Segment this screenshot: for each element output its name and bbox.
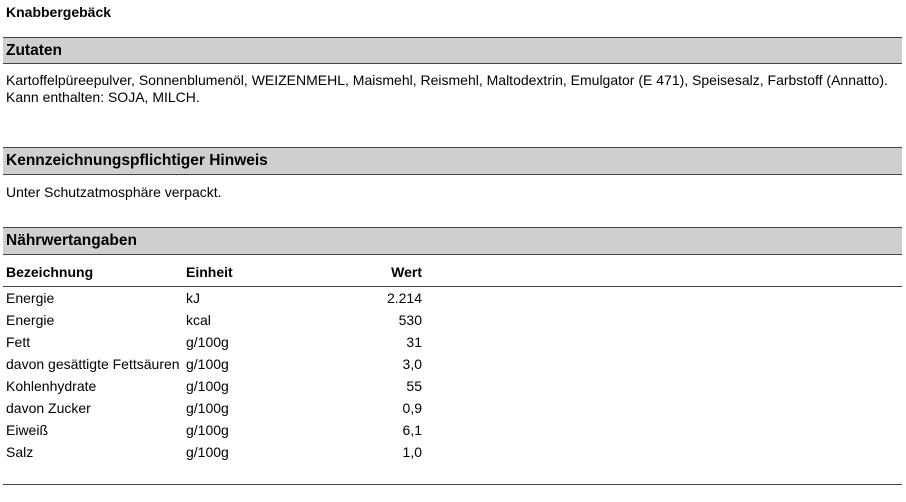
row-spacer — [422, 397, 902, 419]
row-spacer — [422, 441, 902, 463]
row-value: 31 — [406, 334, 422, 350]
row-spacer — [422, 287, 902, 310]
row-unit: g/100g — [186, 422, 229, 438]
notice-text: Unter Schutzatmosphäre verpackt. — [6, 184, 222, 200]
row-value: 2.214 — [386, 290, 422, 306]
row-unit: g/100g — [186, 400, 229, 416]
row-spacer — [422, 331, 902, 353]
nutrition-table-header-row — [3, 261, 902, 287]
row-name: Eiweiß — [6, 422, 49, 438]
row-unit: g/100g — [186, 334, 229, 350]
row-spacer — [422, 353, 902, 375]
row-value: 1,0 — [402, 444, 422, 460]
bottom-divider — [3, 484, 902, 485]
nutrition-table-body — [3, 287, 902, 464]
row-unit: g/100g — [186, 356, 229, 372]
row-value: 3,0 — [402, 356, 422, 372]
ingredients-header: Zutaten — [3, 37, 902, 64]
row-value: 55 — [406, 378, 422, 394]
row-name: Energie — [6, 312, 55, 328]
row-name: Fett — [6, 334, 31, 350]
table-row — [3, 397, 902, 419]
row-unit: kJ — [186, 290, 200, 306]
table-row — [3, 375, 902, 397]
table-row — [3, 287, 902, 310]
table-row — [3, 309, 902, 331]
row-value: 530 — [398, 312, 422, 328]
nutrition-table — [3, 261, 902, 463]
row-spacer — [422, 419, 902, 441]
ingredients-text — [6, 72, 896, 106]
table-row — [3, 419, 902, 441]
row-unit: g/100g — [186, 378, 229, 394]
column-header-spacer — [422, 261, 902, 287]
row-value: 6,1 — [402, 422, 422, 438]
table-row — [3, 441, 902, 463]
ingredients-list: Kartoffelpüreepulver, Sonnenblumenöl, WEIZENMEHL, Maismehl, Reismehl, Maltodextrin, Emulgator (E 471), Speisesalz, Farbstoff (Annatto). — [6, 72, 888, 88]
row-name: Kohlenhydrate — [6, 378, 97, 394]
row-name: davon gesättigte Fettsäuren — [6, 356, 180, 372]
row-unit: kcal — [186, 312, 211, 328]
nutrition-header: Nährwertangaben — [3, 227, 902, 255]
row-value: 0,9 — [402, 400, 422, 416]
column-header-name: Bezeichnung — [3, 261, 186, 287]
row-spacer — [422, 375, 902, 397]
column-header-value: Wert — [336, 261, 422, 287]
allergen-note: Kann enthalten: SOJA, MILCH. — [6, 89, 200, 105]
column-header-unit: Einheit — [186, 261, 336, 287]
row-name: Salz — [6, 444, 34, 460]
row-name: davon Zucker — [6, 400, 91, 416]
product-title: Knabbergebäck — [6, 4, 112, 20]
row-unit: g/100g — [186, 444, 229, 460]
row-name: Energie — [6, 290, 55, 306]
table-row — [3, 353, 902, 375]
notice-header: Kennzeichnungspflichtiger Hinweis — [3, 147, 902, 175]
table-row — [3, 331, 902, 353]
row-spacer — [422, 309, 902, 331]
